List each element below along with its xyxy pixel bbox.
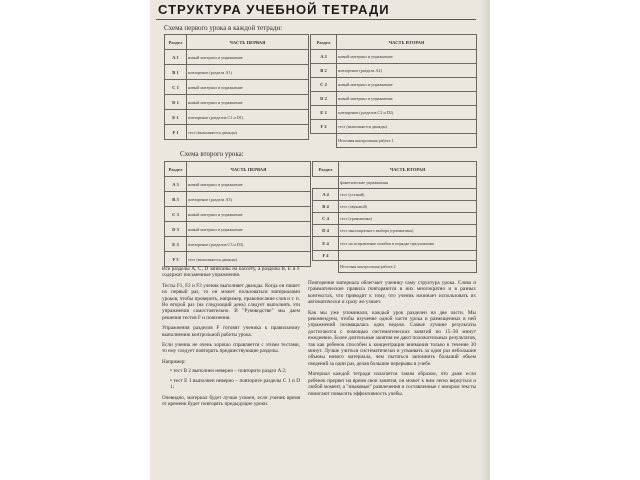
section-code: E 1 [165,110,187,125]
section-description: новый материал и упражнение [187,50,309,65]
section-description: тест (выполняется дважды) [187,125,309,140]
section-code: B 1 [165,65,187,80]
section-description: повторение (разделов C2 и D2) [337,106,477,120]
section-description: новый материал и упражнение [187,177,311,192]
section-code: F 2 [311,120,337,134]
paragraph: Если ученик не очень хорошо справляется с этими тестами, то ему следует повторить предшествующие разделы. [162,342,300,355]
page-title: СТРУКТУРА УЧЕБНОЙ ТЕТРАДИ [158,2,390,17]
paragraph: Материал каждой тетради излагается таким образом, что даже если ребенок прервет на время свои занятия, он может к ним легко вернуться и любой момент, а "языковые" развлечения и составленные с юмором тексты помогают повысить эффективность учебы. [308,371,476,397]
section-code: A 1 [165,50,187,65]
section-description: тест (выполняется дважды) [337,120,477,134]
section-code: C 1 [165,80,187,95]
section-code: D 4 [313,225,339,237]
section-description: фонетические упражнения [339,177,477,189]
section-code: D 3 [165,222,187,237]
section-description: повторение (раздела A1) [187,65,309,80]
section-code: E 3 [165,237,187,252]
section-code: D 2 [311,92,337,106]
section-description: новый материал и упражнение [187,95,309,110]
paragraph: Например: [162,358,186,365]
section-description: тест (звуковой) [339,201,477,213]
section-description: тест (устный) [339,189,477,201]
section-description: новый материал и упражнение [187,80,309,95]
paragraph: Все разделы A, C, D записаны на кассету, а разделы B, E и F содержат письменные упражнения. [162,266,300,279]
scheme2-section-header: Раздел [313,162,339,177]
left-text-column [162,266,300,407]
section-description: новый материал и упражнение [337,92,477,106]
right-text-column [308,280,476,397]
section-code: E 2 [311,106,337,120]
scheme1-part2-table [310,34,477,148]
paragraph: Как мы уже упоминали, каждый урок разделен на две части. Мы рекомендуем, чтобы изучение одной части урока и размещенных в ней упражнений посвящалась одна неделя. Самые лучшие результаты достигаются с помощью систематических занятий по 15–30 минут ежедневно. Более длительные занятия не дают положительных результатов, так как ребенок способен к концентрации внимания только в течение 30 минут. Лучше учиться систематически и усваивать за один раз небольшие объемы нового материала, чем пытаться запомнить больший объем сведений за один раз, делая большие перерывы в учебе. [308,309,476,367]
section-description: новый материал и упражнение [187,207,311,222]
section-code: F 3 [165,252,187,267]
section-code: C 2 [311,78,337,92]
section-description: повторение (раздела A2) [337,64,477,78]
section-code: A 3 [165,177,187,192]
section-code: D 1 [165,95,187,110]
section-code: B 3 [165,192,187,207]
paragraph: Очевидно, материал будет лучше усвоен, если ученик время от времени будет повторять предыдущие уроки. [162,394,300,407]
section-code: E 4 [313,237,339,251]
section-description: новый материал и упражнение [337,50,477,64]
section-description: повторение (разделов C1 и D1) [187,110,309,125]
scheme2-section-header: Раздел [165,162,187,177]
scheme1-part1-table [164,34,309,140]
scheme2-part2-table [312,161,477,273]
final-test-description: Итоговая контрольная работа 2 [339,261,477,273]
bullet-item: • тест E 1 выполнен неверно – повторите разделы C 1 и D 1; [170,377,300,391]
section-description: тест (выполняется дважды) [187,252,311,267]
section-code: A 2 [311,50,337,64]
workbook-page [150,0,490,480]
scheme1-section-header: Раздел [311,35,337,50]
section-description: повторение (разделов C3 и D3) [187,237,311,252]
section-description: тест на исправление ошибок в порядке предложения [339,237,477,251]
section-code: A 4 [313,189,339,201]
section-description: повторение (раздела A3) [187,192,311,207]
scheme1-part2-header: ЧАСТЬ ВТОРАЯ [337,35,477,50]
section-code: B 2 [311,64,337,78]
paragraph: Тесты F1, F2 и F3 ученик выполняет дважды. Когда он пишет их первый раз, то он может пользоваться материалами уроков, чтобы проверить, например, правописание слов и т. п. Во второй раз (на следующий день) следует выполнять эти упражнения самостоятельно. В "Руководстве" мы даем решения тестов F и пояснения. [162,282,300,321]
section-code: C 3 [165,207,187,222]
section-description [339,251,477,261]
scheme2-label: Схема второго урока: [180,150,244,158]
bullet-item: • тест B 2 выполнен неверно – повторите раздел A 2; [170,368,287,375]
final-test-description: Итоговая контрольная работа 1 [337,134,477,148]
scheme1-label: Схема первого урока в каждой тетради: [164,24,283,32]
empty-cell [313,177,339,189]
section-code: B 4 [313,201,339,213]
scheme2-part1-table [164,161,311,267]
section-code: F 1 [165,125,187,140]
section-description: новый материал и упражнение [337,78,477,92]
section-code: F 4 [313,251,339,261]
paragraph: Упражнения разделов F готовят ученика к правильному выполнению контрольной работы урока. [162,325,300,338]
section-code: C 4 [313,213,339,225]
scheme2-part2-header: ЧАСТЬ ВТОРАЯ [339,162,477,177]
section-description: новый материал и упражнение [187,222,311,237]
scheme1-part1-header: ЧАСТЬ ПЕРВАЯ [187,35,309,50]
title-underline [156,19,476,20]
empty-cell [311,134,337,148]
section-description: тест (грамматика) [339,213,477,225]
scheme2-part1-header: ЧАСТЬ ПЕРВАЯ [187,162,311,177]
scheme1-section-header: Раздел [165,35,187,50]
section-description: тест многократного выбора (грамматика) [339,225,477,237]
paragraph: Повторение материала облегчает ученику саму структура урока. Слова и грамматические правила повторяются в них многократно и в разных контекстах, что приводит к тому, что ученик начинает использовать их автоматически и сразу же узнает. [308,280,476,306]
empty-cell [313,261,339,273]
